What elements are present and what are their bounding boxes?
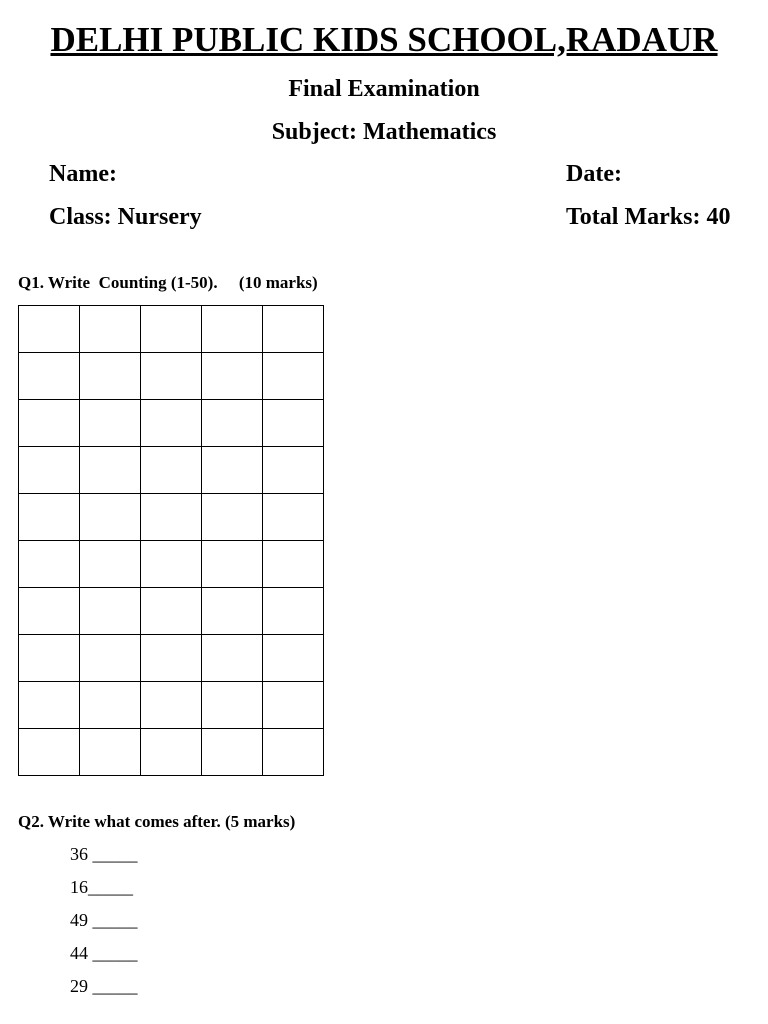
class-field: Class: Nursery <box>49 204 202 230</box>
question-2-title: Q2. Write what comes after. (5 marks) <box>18 812 296 831</box>
question-1-title: Q1. Write Counting (1-50). (10 marks) <box>18 273 318 292</box>
grid-cell <box>263 400 324 447</box>
after-number-item: 36 _____ <box>70 844 138 864</box>
grid-cell <box>80 729 141 776</box>
grid-cell <box>263 494 324 541</box>
grid-cell <box>141 353 202 400</box>
grid-row <box>19 635 324 682</box>
grid-row <box>19 306 324 353</box>
grid-cell <box>263 588 324 635</box>
grid-row <box>19 494 324 541</box>
grid-row <box>19 400 324 447</box>
grid-cell <box>141 306 202 353</box>
grid-cell <box>80 400 141 447</box>
grid-cell <box>141 400 202 447</box>
grid-cell <box>80 588 141 635</box>
grid-cell <box>80 353 141 400</box>
grid-row <box>19 588 324 635</box>
grid-cell <box>263 729 324 776</box>
grid-cell <box>19 635 80 682</box>
grid-cell <box>19 400 80 447</box>
grid-cell <box>19 494 80 541</box>
grid-cell <box>80 635 141 682</box>
grid-cell <box>141 494 202 541</box>
grid-cell <box>202 447 263 494</box>
grid-cell <box>202 494 263 541</box>
grid-cell <box>19 353 80 400</box>
grid-cell <box>202 588 263 635</box>
grid-cell <box>263 541 324 588</box>
grid-cell <box>19 729 80 776</box>
grid-row <box>19 541 324 588</box>
grid-cell <box>202 400 263 447</box>
subject-title: Subject: Mathematics <box>271 119 497 145</box>
grid-cell <box>141 635 202 682</box>
total-marks-field: Total Marks: 40 <box>566 204 731 230</box>
grid-cell <box>263 447 324 494</box>
after-number-item: 16_____ <box>70 877 133 897</box>
grid-row <box>19 447 324 494</box>
exam-title: Final Examination <box>288 76 480 102</box>
grid-cell <box>263 682 324 729</box>
grid-cell <box>202 635 263 682</box>
grid-cell <box>141 447 202 494</box>
grid-cell <box>202 682 263 729</box>
grid-cell <box>19 447 80 494</box>
grid-cell <box>80 682 141 729</box>
grid-cell <box>202 729 263 776</box>
grid-cell <box>141 541 202 588</box>
grid-cell <box>19 588 80 635</box>
after-number-item: 49 _____ <box>70 910 138 930</box>
name-field: Name: <box>49 161 117 187</box>
grid-cell <box>19 306 80 353</box>
grid-cell <box>202 541 263 588</box>
grid-row <box>19 353 324 400</box>
grid-cell <box>202 353 263 400</box>
grid-row <box>19 729 324 776</box>
grid-cell <box>202 306 263 353</box>
grid-cell <box>19 541 80 588</box>
grid-cell <box>141 588 202 635</box>
grid-cell <box>141 682 202 729</box>
after-number-list <box>70 843 138 1008</box>
grid-cell <box>80 306 141 353</box>
school-title: DELHI PUBLIC KIDS SCHOOL,RADAUR <box>50 20 718 59</box>
date-field: Date: <box>566 161 622 187</box>
grid-cell <box>19 682 80 729</box>
after-number-item: 44 _____ <box>70 943 138 963</box>
grid-row <box>19 682 324 729</box>
after-number-item: 29 _____ <box>70 976 138 996</box>
grid-cell <box>80 541 141 588</box>
grid-cell <box>80 494 141 541</box>
grid-cell <box>141 729 202 776</box>
grid-cell <box>263 353 324 400</box>
grid-cell <box>263 635 324 682</box>
counting-grid <box>18 305 324 776</box>
grid-cell <box>80 447 141 494</box>
grid-cell <box>263 306 324 353</box>
